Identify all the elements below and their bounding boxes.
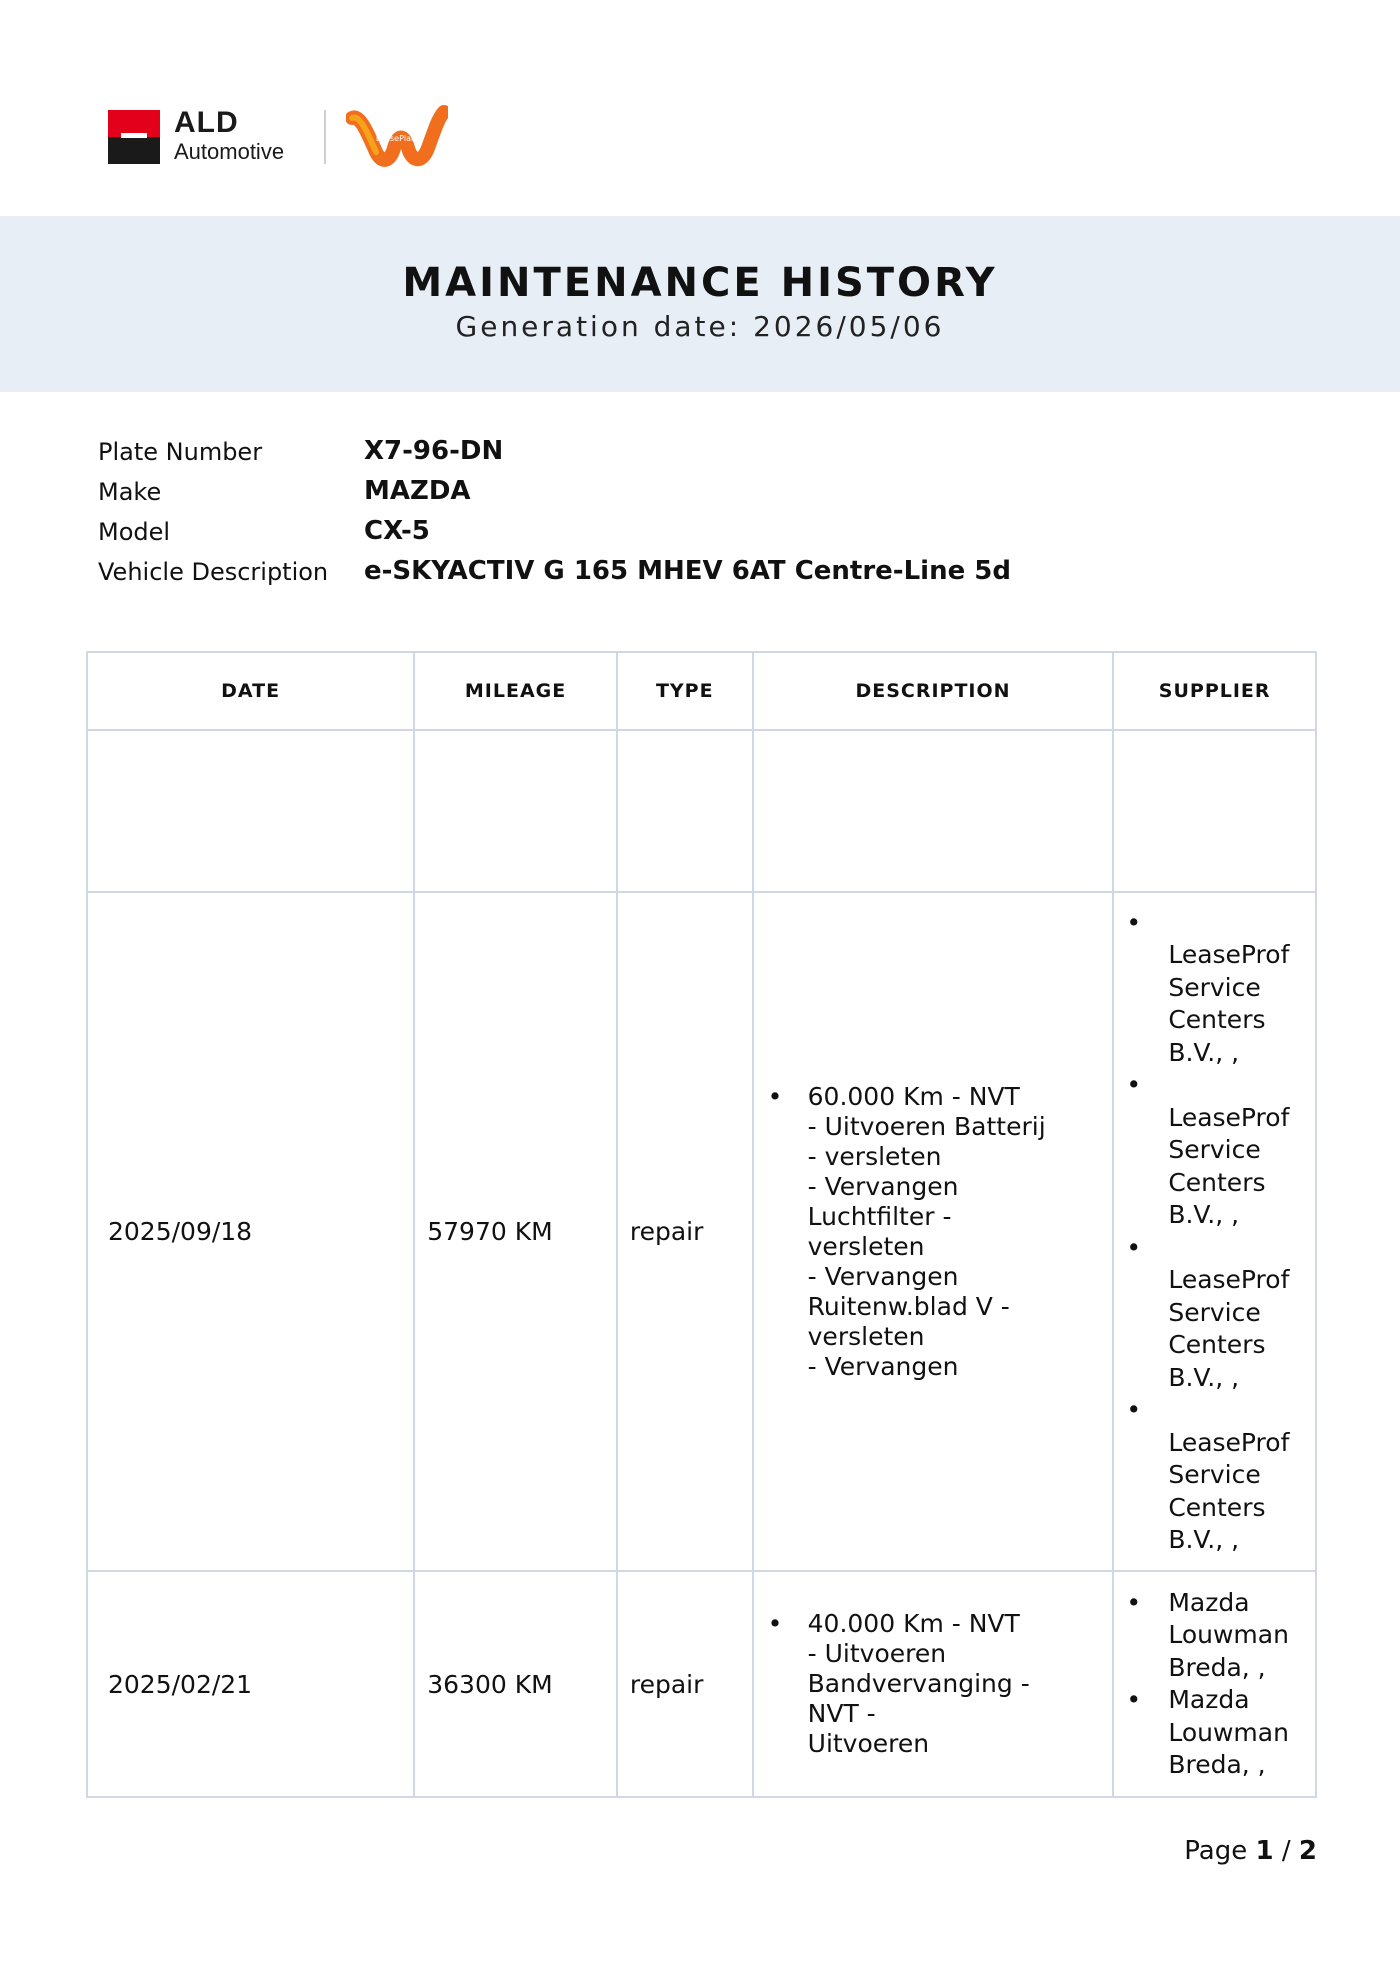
header-logos [108, 108, 468, 168]
supplier-item [1126, 1069, 1307, 1232]
generation-date-line [0, 310, 1400, 343]
empty-cell [87, 730, 414, 892]
empty-cell [617, 730, 753, 892]
supplier-line: LeaseProf [1168, 1265, 1290, 1294]
description-line: - versleten [807, 1141, 942, 1171]
bullet-icon: • [1126, 907, 1142, 937]
leaseplan-logo [346, 104, 448, 170]
page-number [1184, 1836, 1317, 1866]
ald-logo-line1: ALD [174, 106, 239, 139]
info-row-plate [98, 434, 1198, 474]
generation-date-label: Generation date: [455, 310, 742, 343]
column-header-date: DATE [87, 652, 414, 730]
description-line: Ruitenw.blad V - [807, 1291, 1010, 1321]
description-line: 60.000 Km - NVT [807, 1081, 1020, 1111]
description-line: versleten [807, 1231, 925, 1261]
make-value: MAZDA [364, 476, 471, 506]
cell-date: 2025/09/18 [87, 892, 414, 1571]
info-row-make [98, 474, 1198, 514]
description-line: - Vervangen [807, 1351, 959, 1381]
supplier-line: Mazda [1168, 1587, 1250, 1617]
supplier-line: Service [1168, 1135, 1261, 1164]
empty-cell [1113, 730, 1316, 892]
supplier-line: Louwman [1168, 1620, 1289, 1649]
supplier-line: Centers [1168, 1492, 1266, 1522]
leaseplan-logo-text: LeasePlan [375, 134, 417, 143]
table-row-empty [87, 730, 1316, 892]
info-row-description [98, 554, 1198, 594]
description-line: - Vervangen [807, 1261, 959, 1291]
page-separator: / [1281, 1836, 1291, 1866]
supplier-line: Mazda [1168, 1685, 1250, 1714]
page-title: MAINTENANCE HISTORY [402, 260, 998, 306]
supplier-item [1126, 1232, 1307, 1395]
supplier-line: Centers [1168, 1330, 1266, 1359]
cell-supplier [1113, 1571, 1316, 1797]
supplier-line: Breda, , [1168, 1652, 1266, 1682]
supplier-line: Centers [1168, 1005, 1266, 1034]
bullet-icon: • [767, 1081, 783, 1111]
title-band [0, 216, 1400, 392]
supplier-line: LeaseProf [1168, 1427, 1290, 1457]
supplier-line: Centers [1168, 1167, 1266, 1197]
supplier-line: LeaseProf [1168, 940, 1290, 969]
supplier-item [1126, 1587, 1307, 1685]
column-header-description: DESCRIPTION [753, 652, 1114, 730]
bullet-icon: • [767, 1609, 783, 1638]
plate-number-value: X7-96-DN [364, 436, 504, 466]
info-row-model [98, 514, 1198, 554]
description-line: NVT - [807, 1699, 876, 1728]
table-row [87, 1571, 1316, 1797]
logo-divider [324, 110, 326, 164]
cell-description [753, 892, 1114, 1571]
column-header-supplier: SUPPLIER [1113, 652, 1316, 730]
description-line: - Uitvoeren Batterij [807, 1111, 1046, 1141]
empty-cell [753, 730, 1114, 892]
supplier-line: LeaseProf [1168, 1102, 1290, 1132]
empty-cell [414, 730, 617, 892]
supplier-line: B.V., , [1168, 1200, 1240, 1229]
column-header-type: TYPE [617, 652, 753, 730]
supplier-item [1126, 1684, 1307, 1782]
model-value: CX-5 [364, 516, 430, 546]
cell-type: repair [617, 1571, 753, 1797]
supplier-line: B.V., , [1168, 1525, 1240, 1554]
bullet-icon: • [1126, 1070, 1142, 1099]
ald-logo-line2: Automotive [174, 139, 285, 164]
table-row [87, 892, 1316, 1571]
description-line: Luchtfilter - [807, 1201, 952, 1231]
supplier-line: Service [1168, 1297, 1261, 1327]
maintenance-table [86, 651, 1317, 1798]
description-line: versleten [807, 1321, 925, 1351]
description-line: Uitvoeren [807, 1729, 930, 1758]
ald-logo-text [174, 108, 284, 163]
cell-mileage: 57970 KM [414, 892, 617, 1571]
supplier-line: B.V., , [1168, 1362, 1240, 1392]
model-label: Model [98, 518, 171, 546]
supplier-item [1126, 1394, 1307, 1557]
bullet-icon: • [1126, 1395, 1142, 1424]
vehicle-description-value: e-SKYACTIV G 165 MHEV 6AT Centre-Line 5d [364, 556, 1011, 586]
table-header-row [87, 652, 1316, 730]
vehicle-info [98, 434, 1198, 594]
description-line: 40.000 Km - NVT [807, 1609, 1020, 1638]
bullet-icon: • [1126, 1685, 1142, 1714]
make-label: Make [98, 478, 162, 506]
ald-logo-mark [108, 110, 160, 164]
column-header-mileage: MILEAGE [414, 652, 617, 730]
cell-description [753, 1571, 1114, 1797]
bullet-icon: • [1126, 1587, 1142, 1617]
supplier-line: Service [1168, 972, 1261, 1002]
supplier-line: Louwman [1168, 1717, 1289, 1747]
total-pages: 2 [1298, 1836, 1317, 1866]
cell-mileage: 36300 KM [414, 1571, 617, 1797]
description-line: - Vervangen [807, 1171, 959, 1201]
bullet-icon: • [1126, 1232, 1142, 1262]
vehicle-description-label: Vehicle Description [98, 558, 329, 586]
plate-number-label: Plate Number [98, 438, 263, 466]
page-label: Page [1184, 1836, 1248, 1866]
description-line: - Uitvoeren [807, 1639, 947, 1668]
cell-supplier [1113, 892, 1316, 1571]
cell-date: 2025/02/21 [87, 1571, 414, 1797]
cell-type: repair [617, 892, 753, 1571]
supplier-line: B.V., , [1168, 1037, 1240, 1067]
supplier-line: Breda, , [1168, 1750, 1266, 1779]
generation-date-value: 2026/05/06 [753, 310, 945, 343]
current-page: 1 [1255, 1836, 1274, 1866]
description-line: Bandvervanging - [807, 1669, 1030, 1698]
supplier-line: Service [1168, 1460, 1261, 1489]
supplier-item [1126, 907, 1307, 1070]
